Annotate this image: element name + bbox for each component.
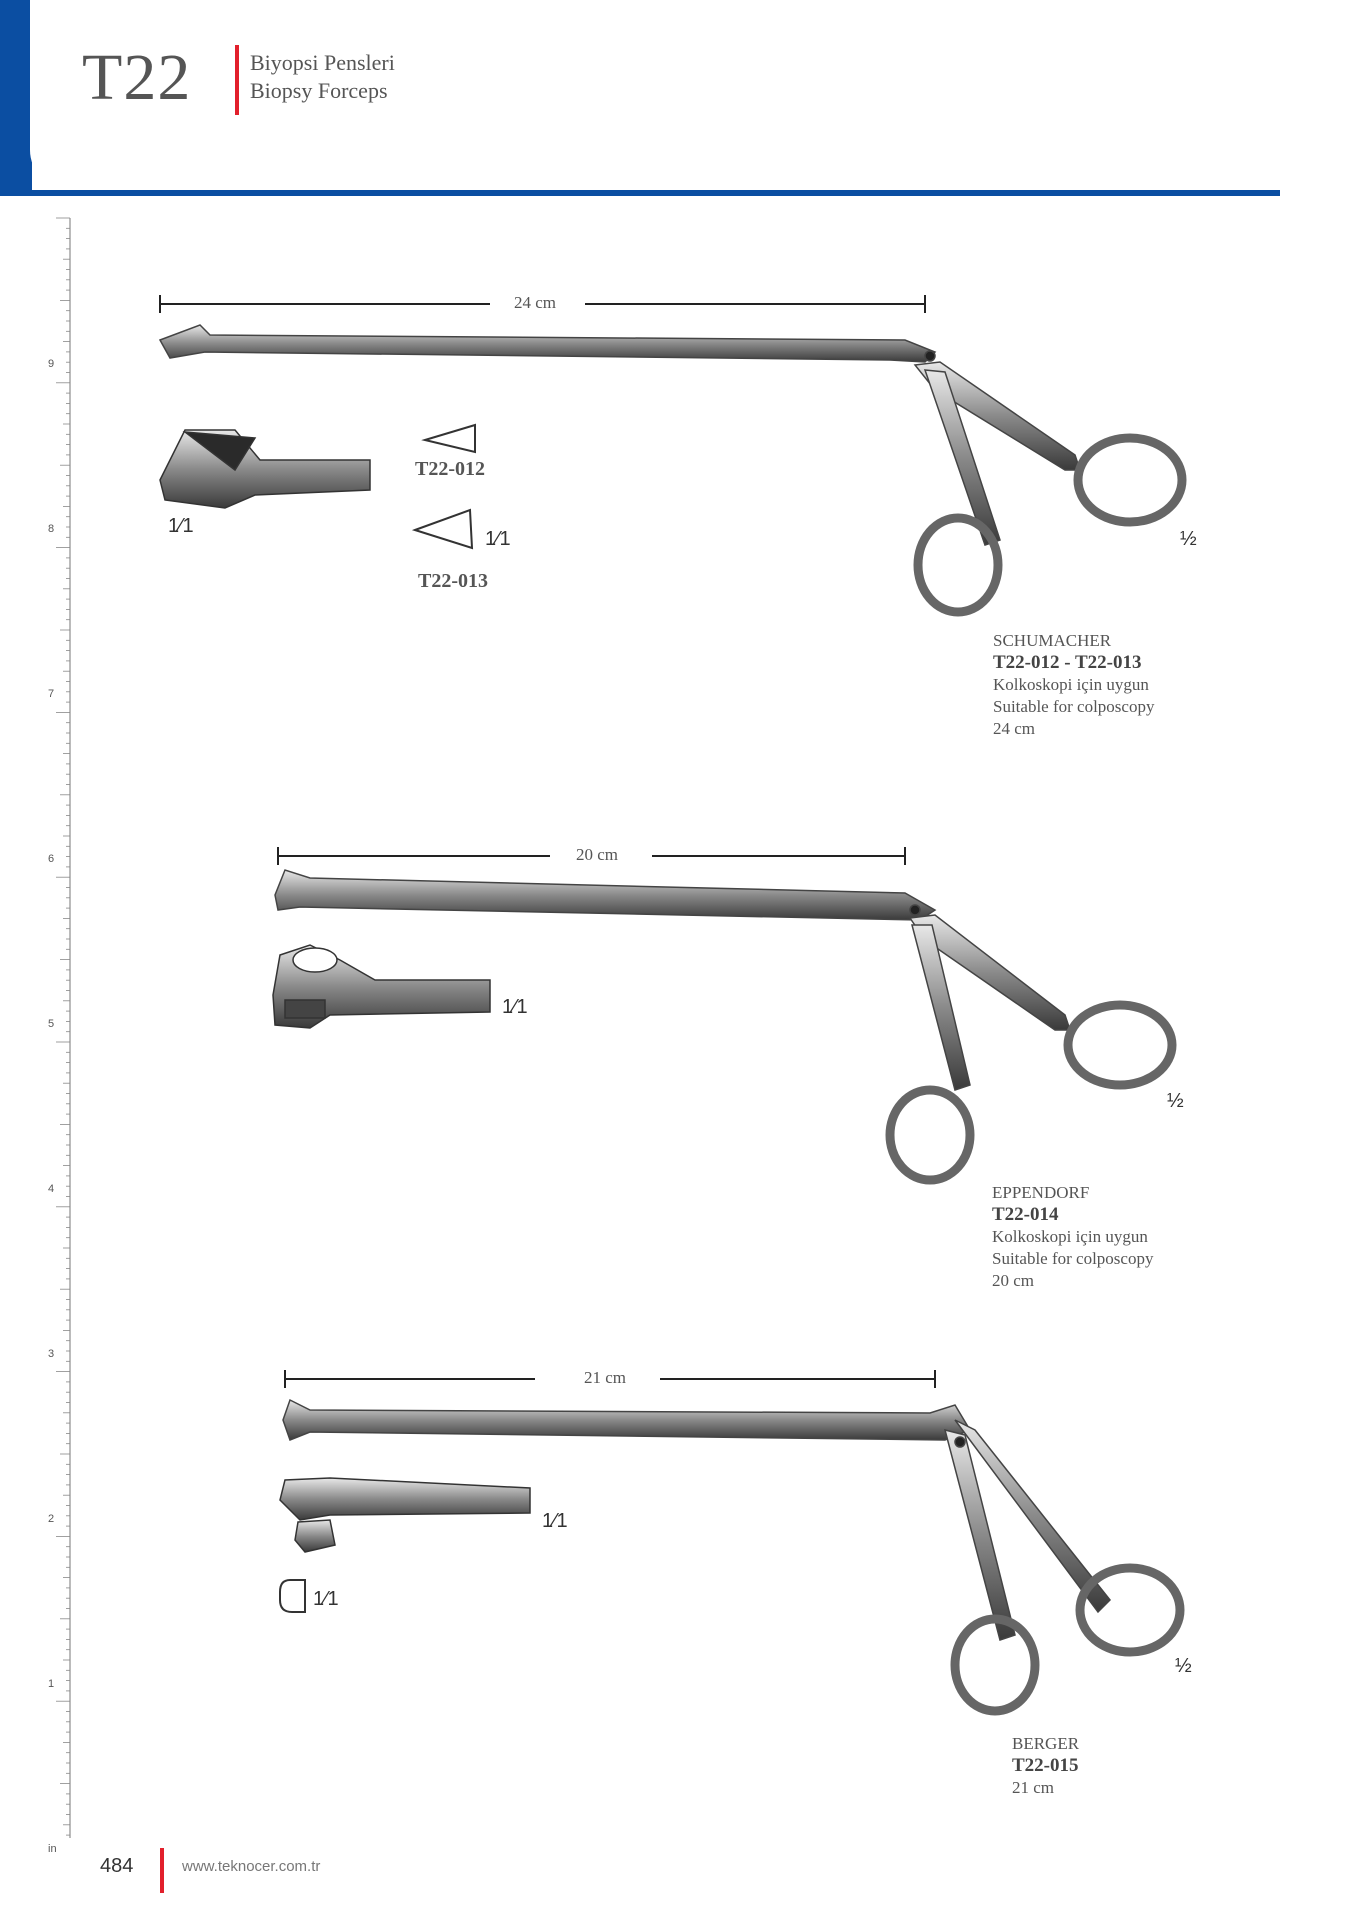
footer-red-divider bbox=[160, 1848, 164, 1893]
ruler-number: 8 bbox=[48, 523, 55, 535]
product-desc-tr: Kolkoskopi için uygun bbox=[992, 1227, 1148, 1246]
page-number: 484 bbox=[100, 1855, 134, 1877]
scale-label-shape: 1⁄1 bbox=[485, 528, 511, 550]
product-info-berger bbox=[1012, 1733, 1079, 1799]
ruler-number: 1 bbox=[48, 1678, 55, 1690]
dimension-label: 20 cm bbox=[570, 845, 624, 865]
product-name: BERGER bbox=[1012, 1734, 1080, 1753]
dimension-label: 21 cm bbox=[578, 1368, 632, 1388]
product-desc-en: Suitable for colposcopy bbox=[993, 697, 1155, 716]
tip-shape-triangle-small bbox=[425, 425, 475, 452]
product-code: T22-015 bbox=[1012, 1755, 1079, 1776]
product-name: SCHUMACHER bbox=[993, 631, 1112, 650]
product-desc-tr: Kolkoskopi için uygun bbox=[993, 675, 1149, 694]
tip-shape-triangle-large bbox=[415, 510, 472, 548]
scale-label-full: ½ bbox=[1180, 528, 1197, 550]
website-link[interactable]: www.teknocer.com.tr bbox=[182, 1858, 321, 1875]
ruler-unit: in bbox=[48, 1843, 57, 1855]
product-desc-en: Suitable for colposcopy bbox=[992, 1249, 1154, 1268]
category-name-en: Biopsy Forceps bbox=[250, 78, 388, 103]
ruler-number: 3 bbox=[48, 1348, 55, 1360]
product-code: T22-012 - T22-013 bbox=[993, 652, 1142, 673]
scale-label-tip: 1⁄1 bbox=[502, 996, 528, 1018]
dimension-label: 24 cm bbox=[508, 293, 562, 313]
tip-code-013: T22-013 bbox=[418, 570, 488, 592]
tip-code-012: T22-012 bbox=[415, 458, 485, 480]
product-size: 20 cm bbox=[992, 1271, 1035, 1290]
tip-shape-d bbox=[280, 1580, 305, 1612]
ruler-number: 6 bbox=[48, 853, 55, 865]
product-size: 24 cm bbox=[993, 719, 1036, 738]
ruler-number: 7 bbox=[48, 688, 55, 700]
ruler-number: 4 bbox=[48, 1183, 55, 1195]
berger-forceps bbox=[283, 1400, 1180, 1711]
eppendorf-tip-detail bbox=[273, 945, 490, 1028]
scale-label-tip: 1⁄1 bbox=[542, 1510, 568, 1532]
product-code: T22-014 bbox=[992, 1204, 1059, 1225]
scale-label-shape: 1⁄1 bbox=[313, 1588, 339, 1610]
scale-label-full: ½ bbox=[1175, 1655, 1192, 1677]
schumacher-tip-detail bbox=[160, 430, 370, 508]
ruler-number: 9 bbox=[48, 358, 55, 370]
product-name: EPPENDORF bbox=[992, 1183, 1090, 1202]
ruler-number: 2 bbox=[48, 1513, 55, 1525]
scale-label-tip: 1⁄1 bbox=[168, 515, 194, 537]
category-name-tr: Biyopsi Pensleri bbox=[250, 50, 395, 75]
scale-label-full: ½ bbox=[1167, 1090, 1184, 1112]
ruler-number: 5 bbox=[48, 1018, 55, 1030]
product-info-eppendorf bbox=[992, 1182, 1153, 1292]
berger-tip-detail bbox=[280, 1478, 530, 1552]
category-code: T22 bbox=[82, 41, 192, 114]
product-info-schumacher bbox=[993, 630, 1154, 740]
product-size: 21 cm bbox=[1012, 1778, 1055, 1797]
eppendorf-forceps bbox=[275, 870, 1172, 1180]
